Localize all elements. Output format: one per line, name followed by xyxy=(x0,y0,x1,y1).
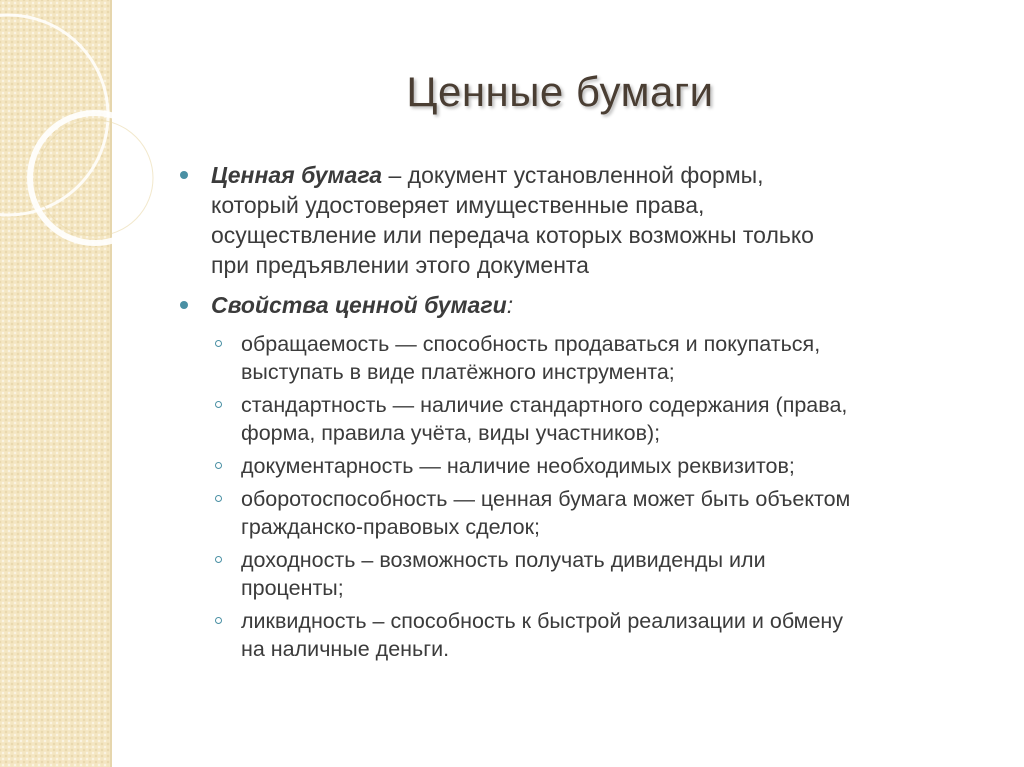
property-item-oborotosposobnost xyxy=(180,485,1000,541)
properties-colon: : xyxy=(506,292,514,318)
property-line: доходность – возможность получать дивиденды или xyxy=(241,548,766,572)
property-line: форма, правила учёта, виды участников); xyxy=(241,421,661,445)
bullet-dot-icon xyxy=(180,301,188,309)
property-line: выступать в виде платёжного инструмента; xyxy=(241,360,675,384)
definition-line-2: который удостоверяет имущественные права, xyxy=(211,192,705,218)
property-line: на наличные деньги. xyxy=(241,637,450,661)
sub-bullet-ring-icon xyxy=(215,556,222,563)
bullet-dot-icon xyxy=(180,171,188,179)
sub-bullet-ring-icon xyxy=(215,617,222,624)
decorative-ring-small xyxy=(30,113,160,243)
decorative-ring-inner xyxy=(37,120,153,236)
property-line: оборотоспособность — ценная бумага может быть объектом xyxy=(241,487,851,511)
definition-term: Ценная бумага xyxy=(211,162,383,188)
slide-content xyxy=(180,160,1000,668)
properties-bullet xyxy=(180,290,1000,320)
sub-bullet-ring-icon xyxy=(215,340,222,347)
slide-title: Ценные бумаги xyxy=(406,68,714,115)
property-line: документарность — наличие необходимых реквизитов; xyxy=(241,454,795,478)
property-line: ликвидность – способность к быстрой реализации и обмену xyxy=(241,609,844,633)
property-item-likvidnost xyxy=(180,607,1000,663)
property-item-dokhodnost xyxy=(180,546,1000,602)
definition-line-3: осуществление или передача которых возможны только xyxy=(211,222,814,248)
definition-line-4: при предъявлении этого документа xyxy=(211,252,589,278)
property-line: проценты; xyxy=(241,576,344,600)
property-item-obrashchaemost xyxy=(180,330,1000,386)
properties-heading-line xyxy=(211,290,1000,320)
properties-heading: Свойства ценной бумаги xyxy=(211,292,507,318)
property-item-standartnost xyxy=(180,391,1000,447)
decorative-rings xyxy=(0,0,200,300)
sub-bullet-ring-icon xyxy=(215,462,222,469)
property-line: стандартность — наличие стандартного содержания (права, xyxy=(241,393,848,417)
definition-line-1 xyxy=(211,160,1000,190)
property-item-dokumentarnost xyxy=(180,452,1000,480)
property-line: обращаемость — способность продаваться и покупаться, xyxy=(241,332,821,356)
definition-text-1: – документ установленной формы, xyxy=(382,162,764,188)
sub-bullet-ring-icon xyxy=(215,495,222,502)
property-line: гражданско-правовых сделок; xyxy=(241,515,540,539)
sub-bullet-ring-icon xyxy=(215,401,222,408)
definition-bullet xyxy=(180,160,1000,280)
